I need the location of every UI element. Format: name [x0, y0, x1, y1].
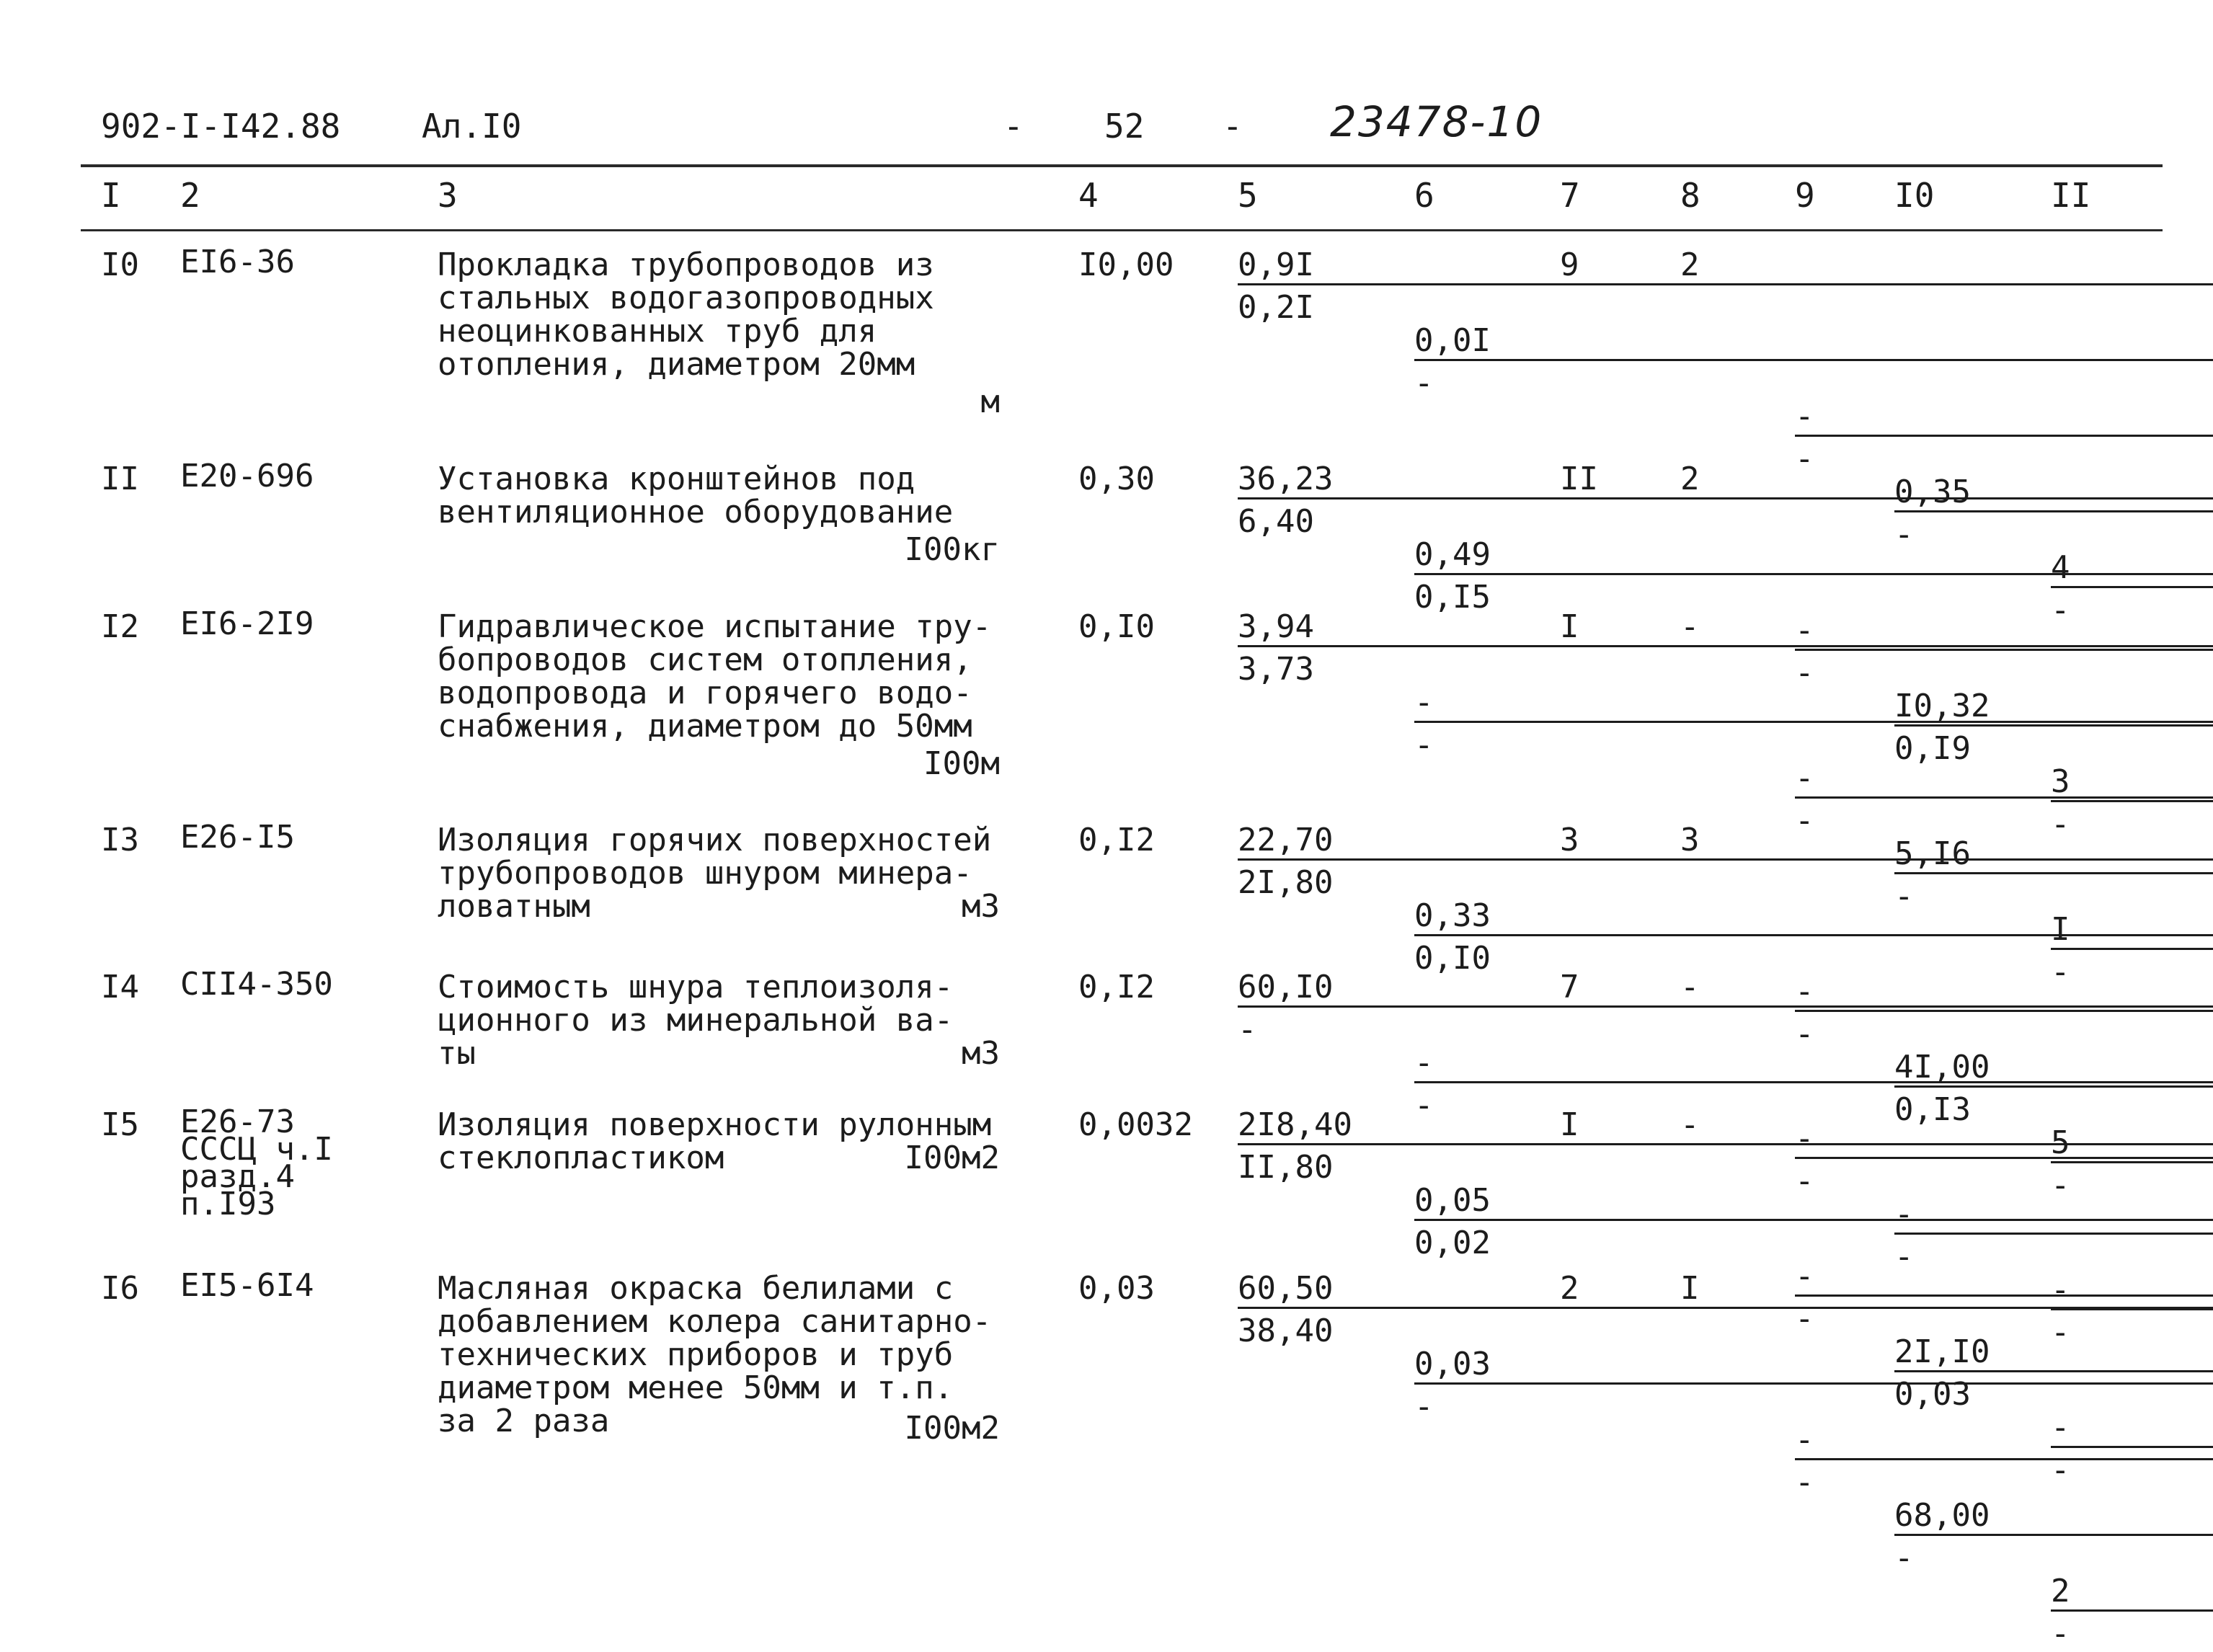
- row-number: I6: [101, 1270, 139, 1307]
- column-header-11: II: [2051, 176, 2091, 215]
- cell-col6: 0,33 0,I0: [1414, 900, 2213, 975]
- cell-col5: 3,94 3,73: [1238, 610, 2213, 686]
- cell-col10: 68,00 -: [1894, 1499, 2213, 1575]
- column-header-6: 6: [1414, 176, 1434, 215]
- cell-col10: 0,35 -: [1894, 476, 2213, 551]
- cell-col11: 3 -: [2051, 765, 2213, 841]
- row-number: I0: [101, 247, 139, 283]
- cell-col9: - -: [1795, 1260, 2213, 1336]
- unit: I00м2: [904, 1410, 1000, 1447]
- norm-code: CII4-350: [180, 966, 333, 1003]
- cell-col8: -: [1680, 608, 1700, 645]
- cell-col5: 60,I0 -: [1238, 971, 2213, 1047]
- cell-col8: 3: [1680, 822, 1700, 858]
- cell-col8: 2: [1680, 247, 1700, 283]
- column-header-1: I: [101, 176, 121, 215]
- header-rule-bottom: [81, 229, 2163, 231]
- cell-col11: 4 -: [2051, 551, 2213, 627]
- cell-col10: 5,I6 -: [1894, 838, 2213, 913]
- table-row: [0, 1267, 2213, 1652]
- cell-col11: 5 -: [2051, 1127, 2213, 1202]
- row-number: I2: [101, 608, 139, 645]
- cell-col11: - -: [2051, 1274, 2213, 1349]
- column-header-4: 4: [1078, 176, 1099, 215]
- cell-col6: 0,0I -: [1414, 324, 2213, 400]
- unit: м3: [962, 1035, 1000, 1072]
- cell-col10: 2I,I0 0,03: [1894, 1336, 2213, 1411]
- cell-col6: 0,49 0,I5: [1414, 538, 2213, 614]
- column-header-10: I0: [1894, 176, 1935, 215]
- column-header-5: 5: [1238, 176, 1258, 215]
- quantity: 0,03: [1078, 1270, 1155, 1307]
- cell-col8: -: [1680, 969, 1700, 1005]
- norm-code: E26-I5: [180, 819, 295, 856]
- cell-col11: - -: [2051, 1411, 2213, 1487]
- row-number: I4: [101, 969, 139, 1005]
- work-description: Стоимость шнура теплоизоля- ционного из минеральной ва- ты м3: [438, 971, 1021, 1070]
- cell-col9: - -: [1795, 1424, 2213, 1499]
- cell-col9: - -: [1795, 400, 2213, 476]
- document-code: 902-I-I42.88: [101, 107, 341, 146]
- unit: I00кг: [904, 531, 1000, 568]
- cell-col11: 2 -: [2051, 1575, 2213, 1651]
- cell-col10: - -: [1894, 1198, 2213, 1274]
- unit: м: [980, 383, 1000, 420]
- cell-col6: - -: [1414, 686, 2213, 762]
- norm-code: EI6-2I9: [180, 605, 314, 642]
- work-description: Гидравлическое испытание тру- бопроводов систем отопления, водопровода и горячего водо- снабжения, диаметром до 50мм I00м: [438, 610, 1021, 781]
- work-description: Установка кронштейнов под вентиляционное оборудование I00кг: [438, 463, 1021, 567]
- cell-col8: -: [1680, 1106, 1700, 1143]
- cell-col9: - -: [1795, 762, 2213, 838]
- quantity: 0,0032: [1078, 1106, 1193, 1143]
- norm-code: E20-696: [180, 458, 314, 494]
- stamp-number: 23478-10: [1330, 97, 1543, 146]
- cell-col7: 9: [1560, 247, 1579, 283]
- page-number: 52: [1104, 107, 1145, 146]
- cell-col9: - -: [1795, 975, 2213, 1051]
- unit: I00м2: [904, 1140, 1000, 1176]
- cell-col7: 3: [1560, 822, 1579, 858]
- quantity: 0,I0: [1078, 608, 1155, 645]
- header-dash-right: -: [1223, 107, 1243, 146]
- cell-col10: 4I,00 0,I3: [1894, 1051, 2213, 1127]
- row-number: I3: [101, 822, 139, 858]
- quantity: I0,00: [1078, 247, 1174, 283]
- cell-col6: - -: [1414, 1047, 2213, 1122]
- cell-col11: I -: [2051, 913, 2213, 989]
- column-header-3: 3: [438, 176, 458, 215]
- cell-col9: - -: [1795, 614, 2213, 690]
- cell-col7: II: [1560, 461, 1598, 497]
- quantity: 0,30: [1078, 461, 1155, 497]
- unit: м3: [962, 888, 1000, 925]
- album-number: Ал.I0: [422, 107, 522, 146]
- header-dash-left: -: [1003, 107, 1024, 146]
- work-description: Прокладка трубопроводов из стальных водогазопроводных неоцинкованных труб для отопления, диаметром 20мм м: [438, 249, 1021, 419]
- row-number: II: [101, 461, 139, 497]
- row-number: I5: [101, 1106, 139, 1143]
- cell-col10: I0,32 0,I9: [1894, 690, 2213, 765]
- cell-col5: 36,23 6,40: [1238, 463, 2213, 538]
- cell-col5: 2I8,40 II,80: [1238, 1109, 2213, 1184]
- column-header-8: 8: [1680, 176, 1700, 215]
- cell-col7: I: [1560, 608, 1579, 645]
- quantity: 0,I2: [1078, 969, 1155, 1005]
- cell-col5: 0,9I 0,2I: [1238, 249, 2213, 324]
- cell-col8: I: [1680, 1270, 1700, 1307]
- cell-col5: 22,70 2I,80: [1238, 824, 2213, 900]
- cell-col8: 2: [1680, 461, 1700, 497]
- header-rule-top: [81, 164, 2163, 167]
- column-header-7: 7: [1560, 176, 1580, 215]
- column-header-2: 2: [180, 176, 200, 215]
- cell-col9: - -: [1795, 1122, 2213, 1198]
- cell-col7: 2: [1560, 1270, 1579, 1307]
- work-description: Изоляция поверхности рулонным стеклопластиком I00м2: [438, 1109, 1021, 1175]
- cell-col6: 0,05 0,02: [1414, 1184, 2213, 1260]
- norm-code: EI6-36: [180, 244, 295, 280]
- cell-col6: 0,03 -: [1414, 1348, 2213, 1424]
- norm-code: EI5-6I4: [180, 1267, 314, 1304]
- quantity: 0,I2: [1078, 822, 1155, 858]
- unit: I00м: [923, 745, 1000, 782]
- column-header-9: 9: [1795, 176, 1815, 215]
- cell-col5: 60,50 38,40: [1238, 1272, 2213, 1348]
- cell-col7: 7: [1560, 969, 1579, 1005]
- norm-code: E26-73 СССЦ ч.I разд.4 п.I93: [180, 1103, 333, 1222]
- work-description: Изоляция горячих поверхностей трубопроводов шнуром минера- ловатным м3: [438, 824, 1021, 923]
- work-description: Масляная окраска белилами с добавлением колера санитарно- технических приборов и труб диаметром менее 50мм и т.п. за 2 раза I00м2: [438, 1272, 1021, 1445]
- cell-col7: I: [1560, 1106, 1579, 1143]
